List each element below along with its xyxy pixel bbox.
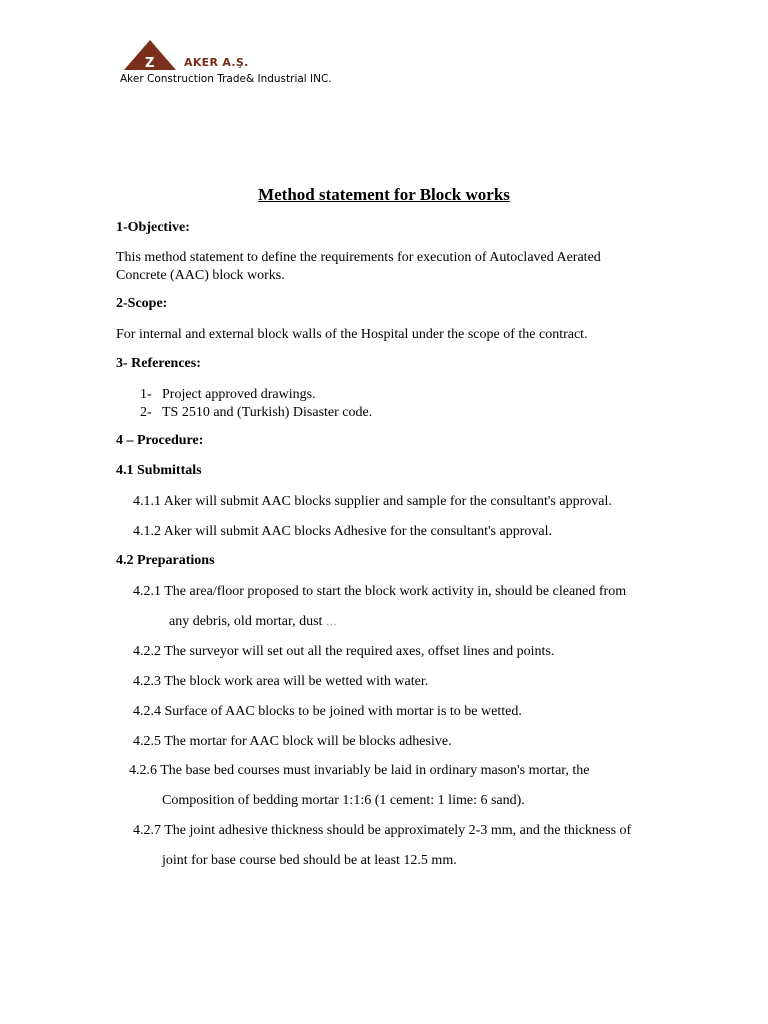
preparation-4-2-4: 4.2.4 Surface of AAC blocks to be joined with mortar is to be wetted. (133, 704, 522, 719)
preparation-4-2-5: 4.2.5 The mortar for AAC block will be blocks adhesive. (133, 734, 452, 749)
preparation-4-2-7-line-1: 4.2.7 The joint adhesive thickness should be approximately 2-3 mm, and the thickness of (133, 823, 632, 838)
preparation-4-2-6-line-2: Composition of bedding mortar 1:1:6 (1 cement: 1 lime: 6 sand). (162, 793, 525, 808)
preparations-heading: 4.2 Preparations (116, 553, 215, 568)
references-heading: 3- References: (116, 356, 201, 371)
preparation-4-2-6-line-1: 4.2.6 The base bed courses must invariably be laid in ordinary mason's mortar, the (129, 763, 590, 778)
objective-heading: 1-Objective: (116, 220, 190, 235)
aker-logo-icon (122, 38, 178, 72)
objective-line-2: Concrete (AAC) block works. (116, 268, 285, 283)
preparation-4-2-1-text: any debris, old mortar, dust (169, 614, 323, 629)
preparation-4-2-7-line-2: joint for base course bed should be at least 12.5 mm. (162, 853, 457, 868)
reference-1-text: Project approved drawings. (162, 387, 316, 402)
submittals-heading: 4.1 Submittals (116, 463, 202, 478)
company-name: Aker Construction Trade& Industrial INC. (120, 73, 332, 85)
reference-2-text: TS 2510 and (Turkish) Disaster code. (162, 405, 373, 420)
brand-name: AKER A.Ş. (184, 56, 249, 69)
preparation-4-2-1-line-2 (169, 613, 337, 631)
scope-text: For internal and external block walls of the Hospital under the scope of the contract. (116, 327, 588, 342)
preparation-4-2-3: 4.2.3 The block work area will be wetted with water. (133, 674, 429, 689)
scope-heading: 2-Scope: (116, 296, 168, 311)
page-title: Method statement for Block works (258, 185, 510, 204)
reference-2-number: 2- (140, 405, 152, 420)
reference-1-number: 1- (140, 387, 152, 402)
procedure-heading: 4 – Procedure: (116, 433, 204, 448)
submittal-4-1-1: 4.1.1 Aker will submit AAC blocks supplier and sample for the consultant's approval. (133, 494, 612, 509)
submittal-4-1-2: 4.1.2 Aker will submit AAC blocks Adhesive for the consultant's approval. (133, 524, 552, 539)
objective-line-1: This method statement to define the requirements for execution of Autoclaved Aerated (116, 250, 601, 265)
svg-text:Z: Z (145, 56, 155, 71)
ellipsis: … (325, 616, 337, 628)
preparation-4-2-2: 4.2.2 The surveyor will set out all the required axes, offset lines and points. (133, 644, 555, 659)
preparation-4-2-1-line-1: 4.2.1 The area/floor proposed to start the block work activity in, should be cleaned from (133, 584, 627, 599)
